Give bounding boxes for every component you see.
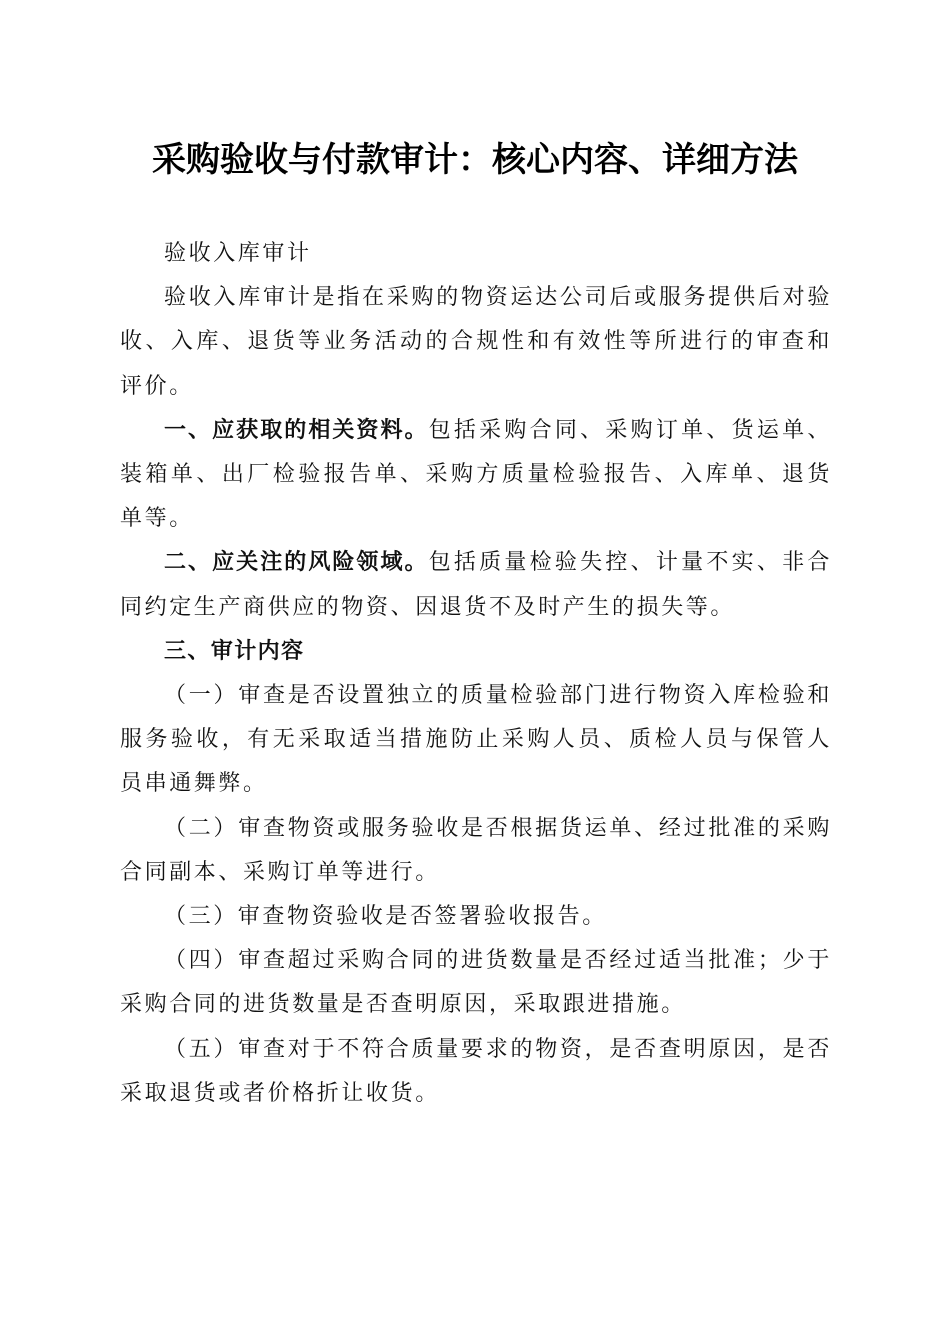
audit-item-5: （五）审查对于不符合质量要求的物资，是否查明原因，是否采取退货或者价格折让收货。 [120,1036,832,1106]
point-2-text: 包括质量检验失控、计量不实、非合同约定生产商供应的物资、因退货不及时产生的损失等。 [120,550,832,620]
point-2-lead: 二、应关注的风险领域。 [164,550,429,576]
audit-item-1: （一）审查是否设置独立的质量检验部门进行物资入库检验和服务验收，有无采取适当措施防止采购人员、质检人员与保管人员串通舞弊。 [120,683,832,797]
point-3-heading: 三、审计内容 [164,638,305,664]
point-1-lead: 一、应获取的相关资料。 [164,417,429,443]
page-title: 采购验收与付款审计：核心内容、详细方法 [152,140,798,180]
audit-item-4: （四）审查超过采购合同的进货数量是否经过适当批准；少于采购合同的进货数量是否查明原因，采取跟进措施。 [120,948,832,1018]
intro-paragraph: 验收入库审计是指在采购的物资运达公司后或服务提供后对验收、入库、退货等业务活动的合规性和有效性等所进行的审查和评价。 [120,285,832,399]
audit-item-3: （三）审查物资验收是否签署验收报告。 [164,904,607,930]
document-body [120,232,832,1116]
audit-item-2: （二）审查物资或服务验收是否根据货运单、经过批准的采购合同副本、采购订单等进行。 [120,815,832,885]
section-title: 验收入库审计 [164,241,312,266]
point-1-paragraph [120,409,832,542]
point-1-text: 包括采购合同、采购订单、货运单、装箱单、出厂检验报告单、采购方质量检验报告、入库单、退货单等。 [120,417,832,532]
point-2-paragraph [120,541,832,629]
